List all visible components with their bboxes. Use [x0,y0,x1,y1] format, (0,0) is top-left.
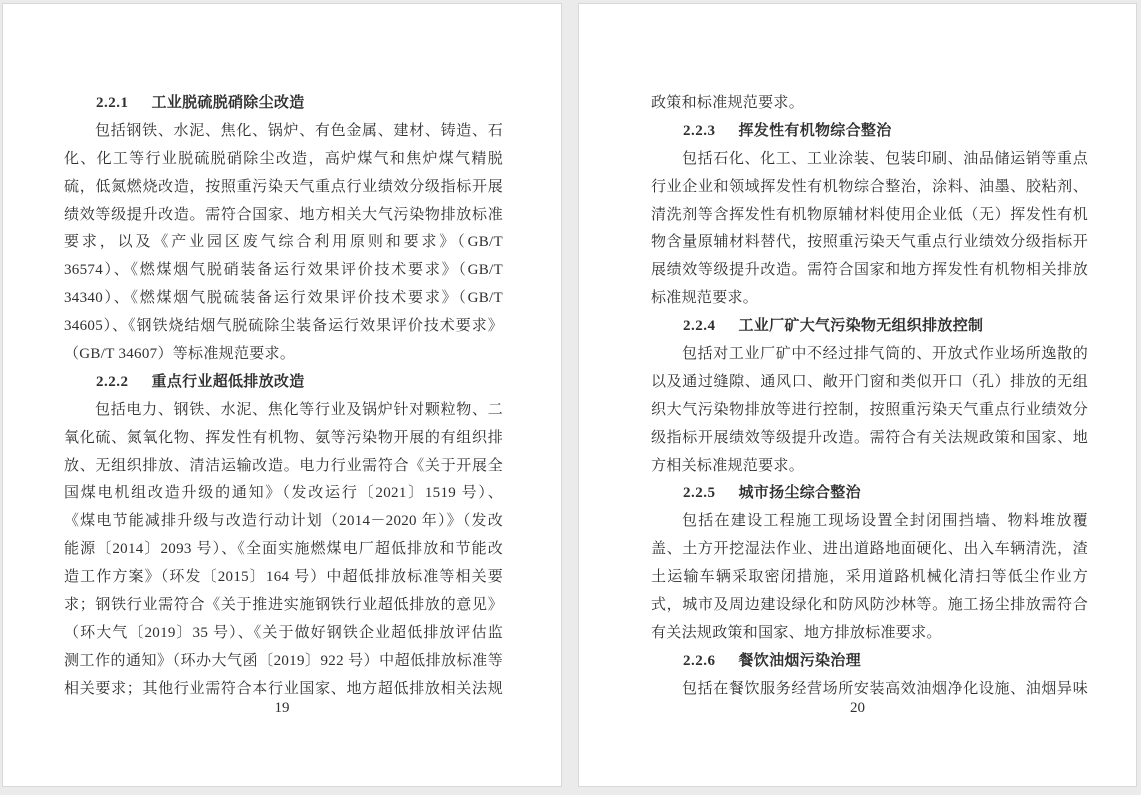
text-line: 绩效等级提升改造。需符合国家、地方相关大气污染物排放标准 [64,206,503,223]
text-line: 能源〔2014〕2093 号）、《全面实施燃煤电厂超低排放和节能改 [64,541,503,558]
text-line: 有关法规政策和国家、地方排放标准要求。 [651,624,942,641]
text-line: 盖、土方开挖湿法作业、进出道路地面硬化、出入车辆清洗，渣 [651,541,1088,558]
text-line: 34605）、《钢铁烧结烟气脱硫除尘装备运行效果评价技术要求》 [64,318,503,335]
text-line: 织大气污染物排放等进行控制，按照重污染天气重点行业绩效分 [651,401,1088,418]
section-title: 工业厂矿大气污染物无组织排放控制 [738,318,984,335]
text-line: 求；钢铁行业需符合《关于推进实施钢铁行业超低排放的意见》 [64,597,503,614]
document-page-19 [2,3,562,787]
text-line: 包括石化、化工、工业涂装、包装印刷、油品储运销等重点 [682,150,1088,167]
text-line: 国煤电机组改造升级的通知》（发改运行〔2021〕1519 号）、 [64,485,503,502]
text-line: 土运输车辆采取密闭措施，采用道路机械化清扫等低尘作业方 [651,569,1088,586]
text-line: （GB/T 34607）等标准规范要求。 [64,346,296,363]
text-line: 造工作方案》（环发〔2015〕164 号）中超低排放标准等相关要 [64,569,503,586]
section-number: 2.2.4 [683,318,716,335]
text-line: 政策和标准规范要求。 [651,95,805,111]
text-line: 包括对工业厂矿中不经过排气筒的、开放式作业场所逸散的 [682,346,1088,363]
section-title: 城市扬尘综合整治 [738,485,861,502]
section-number: 2.2.5 [683,485,716,502]
text-line: 方相关标准规范要求。 [651,457,805,474]
text-line: 展绩效等级提升改造。需符合国家和地方挥发性有机物相关排放 [651,262,1088,279]
page-number: 20 [850,700,865,716]
document-page-20 [578,3,1137,787]
section-heading [64,90,503,118]
page-text [651,90,1088,704]
section-title: 工业脱硫脱硝除尘改造 [151,95,305,111]
text-line: 测工作的通知》（环办大气函〔2019〕922 号）中超低排放标准等 [64,652,503,669]
text-line: 硫，低氮燃烧改造，按照重污染天气重点行业绩效分级指标开展 [64,178,503,195]
text-line: 式，城市及周边建设绿化和防风防沙林等。施工扬尘排放需符合 [651,597,1088,614]
page-text [64,90,503,704]
text-line: 化、化工等行业脱硫脱硝除尘改造，高炉煤气和焦炉煤气精脱 [64,150,503,167]
section-heading [64,369,503,397]
text-line: 要求，以及《产业园区废气综合利用原则和要求》（GB/T [64,234,503,251]
text-line: 《煤电节能减排升级与改造行动计划（2014－2020 年）》（发改 [64,513,503,530]
section-number: 2.2.6 [683,652,716,669]
text-line: 行业企业和领域挥发性有机物综合整治，涂料、油墨、胶粘剂、 [651,178,1088,195]
section-title: 挥发性有机物综合整治 [738,122,892,139]
section-heading [651,313,1088,341]
text-line: 34340）、《燃煤烟气脱硫装备运行效果评价技术要求》（GB/T [64,290,503,307]
section-number: 2.2.2 [96,373,129,390]
text-line: 物含量原辅材料替代，按照重污染天气重点行业绩效分级指标开 [651,234,1088,251]
section-title: 重点行业超低排放改造 [151,373,305,390]
page-number: 19 [274,700,290,716]
text-line: 放、无组织排放、清洁运输改造。电力行业需符合《关于开展全 [64,457,503,474]
text-line: 包括在建设工程施工现场设置全封闭围挡墙、物料堆放覆 [682,513,1088,530]
section-number: 2.2.1 [96,95,129,111]
section-heading [651,648,1088,676]
section-heading [651,118,1088,146]
text-line: 以及通过缝隙、通风口、敞开门窗和类似开口（孔）排放的无组 [651,373,1088,390]
text-line: 相关要求；其他行业需符合本行业国家、地方超低排放相关法规 [64,680,503,697]
section-number: 2.2.3 [683,122,716,139]
text-line: 标准规范要求。 [651,290,759,307]
text-line: 级指标开展绩效等级提升改造。需符合有关法规政策和国家、地 [651,429,1088,446]
text-line: （环大气〔2019〕35 号）、《关于做好钢铁企业超低排放评估监 [64,624,503,641]
text-line: 包括钢铁、水泥、焦化、锅炉、有色金属、建材、铸造、石 [95,122,503,139]
text-line: 包括电力、钢铁、水泥、焦化等行业及锅炉针对颗粒物、二 [95,401,503,418]
section-heading [651,480,1088,508]
text-line: 氧化硫、氮氧化物、挥发性有机物、氨等污染物开展的有组织排 [64,429,503,446]
text-line: 36574）、《燃煤烟气脱硝装备运行效果评价技术要求》（GB/T [64,262,503,279]
section-title: 餐饮油烟污染治理 [738,652,861,669]
text-line: 清洗剂等含挥发性有机物原辅材料使用企业低（无）挥发性有机 [651,206,1088,223]
text-line: 包括在餐饮服务经营场所安装高效油烟净化设施、油烟异味 [682,680,1088,697]
